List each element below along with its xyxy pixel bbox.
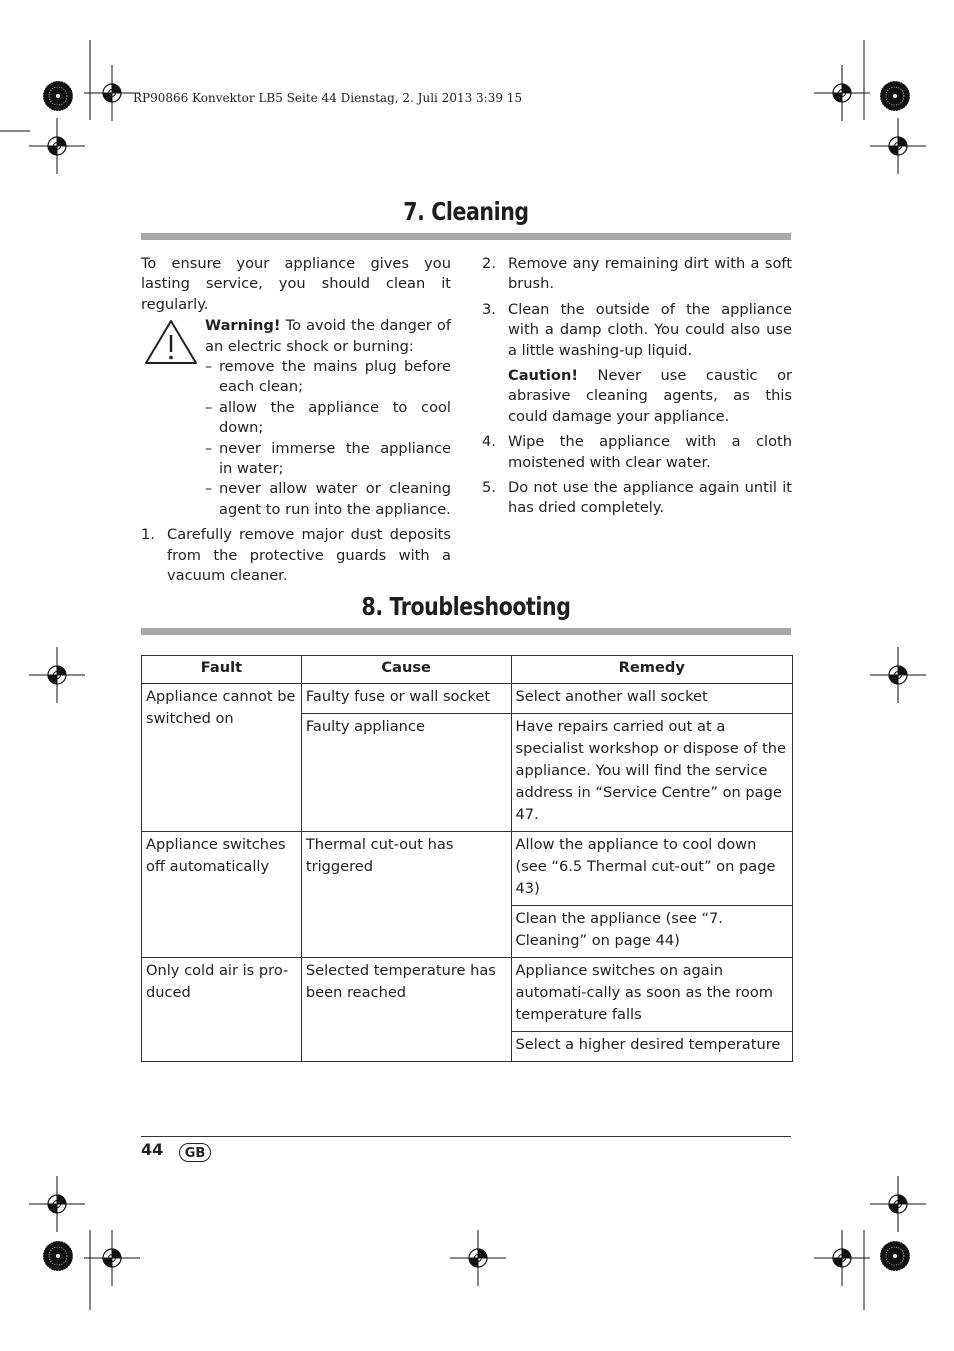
warning-label: Warning! [205, 317, 281, 335]
section-rule [141, 628, 791, 635]
dash-bullet: – [205, 398, 213, 416]
cause-cell: Faulty fuse or wall socket [301, 684, 511, 714]
table-row [142, 832, 793, 906]
remedy-cell: Select a higher desired temperature [511, 1032, 792, 1062]
dash-bullet: – [205, 480, 213, 498]
table-row [142, 958, 793, 1032]
cleaning-step: 1. Carefully remove major dust deposits from the protective guards with a vacuum cleaner. [141, 526, 451, 585]
cleaning-right-column [482, 254, 792, 519]
section-title-troubleshooting: 8. Troubleshooting [361, 592, 571, 621]
cleaning-step: 2. Remove any remaining dirt with a soft brush. [482, 255, 792, 293]
warning-intro [205, 316, 451, 357]
remedy-cell: Select another wall socket [511, 684, 792, 714]
troubleshooting-table [141, 655, 793, 1062]
caution-note: Caution! Never use caustic or abrasive cleaning agents, as this could damage your appliance. [508, 367, 792, 425]
dash-bullet: – [205, 439, 213, 457]
caution-label: Caution! [508, 367, 578, 385]
cleaning-left-column [141, 254, 451, 587]
warning-text: To avoid the danger of an electric shock or burning: [205, 317, 451, 355]
column-header-cause: Cause [301, 656, 511, 684]
remedy-cell: Have repairs carried out at a specialist workshop or dispose of the appliance. You will find the service address in “Service Centre” on page 47. [511, 714, 792, 832]
remedy-cell: Allow the appliance to cool down (see “6.5 Thermal cut-out” on page 43) [511, 832, 792, 906]
warning-item: – never allow water or cleaning agent to run into the appliance. [205, 480, 451, 518]
page-number: 44 [141, 1140, 164, 1159]
country-badge: GB [179, 1143, 211, 1162]
cause-cell: Faulty appliance [301, 714, 511, 832]
dash-bullet: – [205, 358, 213, 376]
cause-cell: Selected temperature has been reached [301, 958, 511, 1062]
column-header-fault: Fault [142, 656, 302, 684]
fault-cell: Appliance cannot be switched on [142, 684, 302, 832]
section-title-cleaning: 7. Cleaning [403, 197, 529, 226]
warning-item: – never immerse the appliance in water; [205, 439, 451, 478]
column-header-remedy: Remedy [511, 656, 792, 684]
cleaning-step: 5. Do not use the appliance again until it has dried completely. [482, 479, 792, 517]
fault-cell: Appliance switches off automatically [142, 832, 302, 958]
cause-cell: Thermal cut-out has triggered [301, 832, 511, 958]
cleaning-step: 3. Clean the outside of the appliance with a damp cloth. You could also use a little washing-up liquid. [482, 300, 792, 359]
warning-item: – remove the mains plug before each clean; [205, 358, 451, 396]
footer-rule [141, 1136, 791, 1137]
warning-triangle-icon [143, 318, 199, 366]
remedy-cell: Clean the appliance (see “7. Cleaning” on page 44) [511, 906, 792, 958]
cleaning-step: 4. Wipe the appliance with a cloth moistened with clear water. [482, 433, 792, 471]
warning-block [141, 316, 451, 520]
print-slug: RP90866 Konvektor LB5 Seite 44 Dienstag, 2. Juli 2013 3:39 15 [133, 91, 523, 105]
cleaning-intro: To ensure your appliance gives you lasting service, you should clean it regularly. [141, 255, 451, 313]
table-header-row [142, 656, 793, 684]
table-row [142, 684, 793, 714]
fault-cell: Only cold air is pro-duced [142, 958, 302, 1062]
warning-item: – allow the appliance to cool down; [205, 398, 451, 437]
section-rule [141, 233, 791, 240]
remedy-cell: Appliance switches on again automati-cally as soon as the room temperature falls [511, 958, 792, 1032]
